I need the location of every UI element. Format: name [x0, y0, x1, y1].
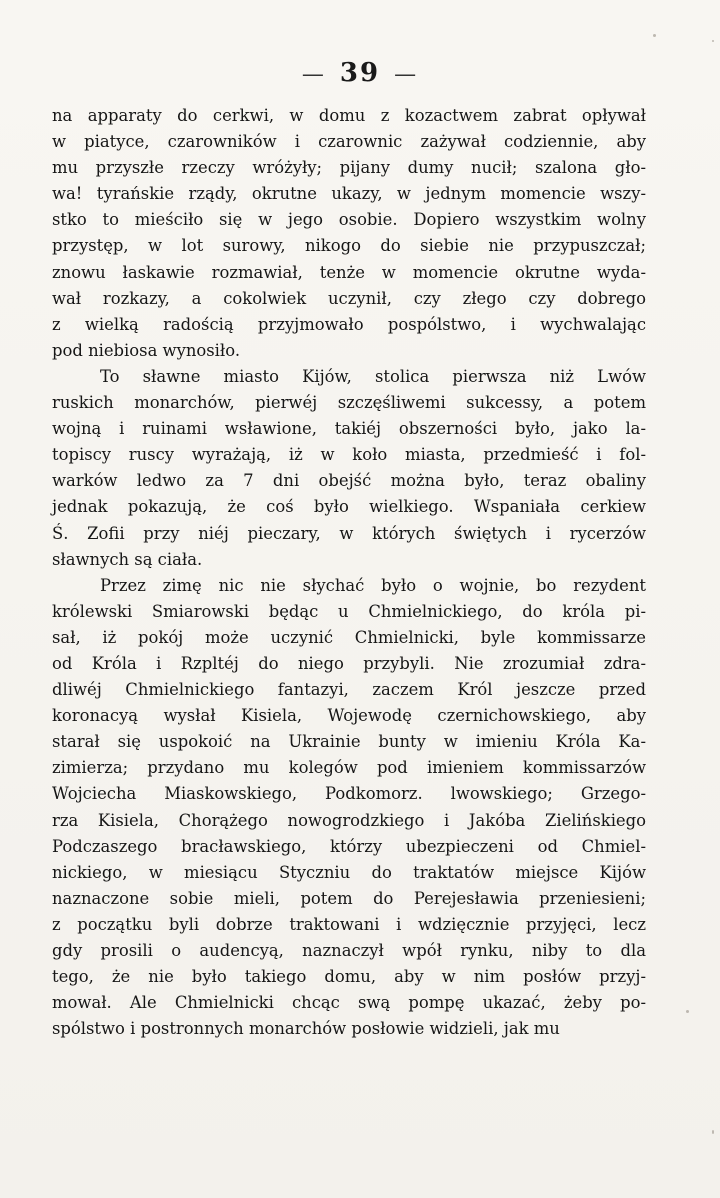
text-line: warków ledwo za 7 dni obejść można było, teraz obaliny — [52, 471, 646, 491]
text-line: od Króla i Rzpltéj do niego przybyli. Nie zrozumiał zdra- — [52, 653, 646, 673]
paper-speck — [712, 40, 714, 42]
text-line: sał, iż pokój może uczynić Chmielnicki, byle kommissarze — [52, 627, 646, 647]
text-line: dliwéj Chmielnickiego fantazyi, zaczem Król jeszcze przed — [52, 680, 646, 700]
text-line: znowu łaskawie rozmawiał, tenże w momencie okrutne wyda- — [52, 262, 646, 282]
text-line: pod niebiosa wynosiło. — [52, 340, 241, 360]
text-line: rza Kisiela, Chorążego nowogrodzkiego i Jakóba Zielińskiego — [52, 810, 646, 830]
text-line: Ś. Zofii przy niéj pieczary, w których świętych i rycerzów — [52, 523, 646, 543]
text-line: mował. Ale Chmielnicki chcąc swą pompę ukazać, żeby po- — [52, 993, 646, 1013]
text-line: zimierza; przydano mu kolegów pod imieniem kommissarzów — [52, 758, 646, 778]
body-text — [52, 103, 646, 1042]
text-line: sławnych są ciała. — [52, 549, 203, 569]
text-line: starał się uspokoić na Ukrainie bunty w imieniu Króla Ka- — [52, 732, 646, 752]
paper-speck — [653, 34, 656, 37]
text-line: gdy prosili o audencyą, naznaczył wpół rynku, niby to dla — [52, 941, 646, 960]
page-number-value: 39 — [339, 58, 381, 88]
text-line: wojną i ruinami wsławione, takiéj obszerności było, jako la- — [52, 419, 646, 439]
text-line: Podczaszego bracławskiego, którzy ubezpieczeni od Chmiel- — [52, 836, 646, 856]
page-number-dash-left: — — [301, 62, 326, 87]
text-line: nickiego, w miesiącu Styczniu do traktatów miejsce Kijów — [52, 862, 646, 882]
text-line: wa! tyrańskie rządy, okrutne ukazy, w jednym momencie wszy- — [52, 184, 646, 204]
paragraph — [52, 364, 646, 573]
paper-speck — [712, 1130, 714, 1134]
text-line: w piatyce, czarowników i czarownic zażywał codziennie, aby — [52, 132, 646, 152]
text-line: koronacyą wysłał Kisiela, Wojewodę czernichowskiego, aby — [52, 706, 646, 726]
text-line: wał rozkazy, a cokolwiek uczynił, czy złego czy dobrego — [52, 288, 646, 308]
text-line: topiscy ruscy wyrażają, iż w koło miasta, przedmieść i fol- — [52, 445, 646, 465]
text-line: mu przyszłe rzeczy wróżyły; pijany dumy nucił; szalona gło- — [52, 158, 646, 178]
text-line: naznaczone sobie mieli, potem do Perejesławia przeniesieni; — [52, 888, 646, 908]
page-number — [0, 58, 720, 88]
text-line: z wielką radością przyjmowało pospólstwo, i wychwalając — [52, 314, 646, 334]
paper-speck — [686, 1010, 689, 1013]
text-line: To sławne miasto Kijów, stolica pierwsza niż Lwów — [100, 366, 646, 386]
text-line: przystęp, w lot surowy, nikogo do siebie nie przypuszczał; — [52, 236, 646, 256]
text-line: Przez zimę nic nie słychać było o wojnie, bo rezydent — [100, 575, 646, 595]
text-line: ruskich monarchów, pierwéj szczęśliwemi sukcessy, a potem — [52, 393, 646, 413]
paragraph — [52, 103, 646, 364]
text-line: na apparaty do cerkwi, w domu z kozactwem zabrat opływał — [52, 106, 646, 125]
text-line: tego, że nie było takiego domu, aby w nim posłów przyj- — [52, 967, 646, 987]
text-line: Wojciecha Miaskowskiego, Podkomorz. lwowskiego; Grzego- — [52, 784, 646, 804]
text-line: stko to mieściło się w jego osobie. Dopiero wszystkim wolny — [52, 210, 646, 230]
text-line: królewski Smiarowski będąc u Chmielnickiego, do króla pi- — [52, 601, 646, 621]
text-line: spólstwo i postronnych monarchów posłowie widzieli, jak mu — [52, 1019, 560, 1039]
paragraph — [52, 573, 646, 1043]
page-number-dash-right: — — [394, 62, 419, 87]
text-line: jednak pokazują, że coś było wielkiego. Wspaniała cerkiew — [52, 497, 646, 517]
text-line: z początku byli dobrze traktowani i wdzięcznie przyjęci, lecz — [52, 914, 646, 934]
